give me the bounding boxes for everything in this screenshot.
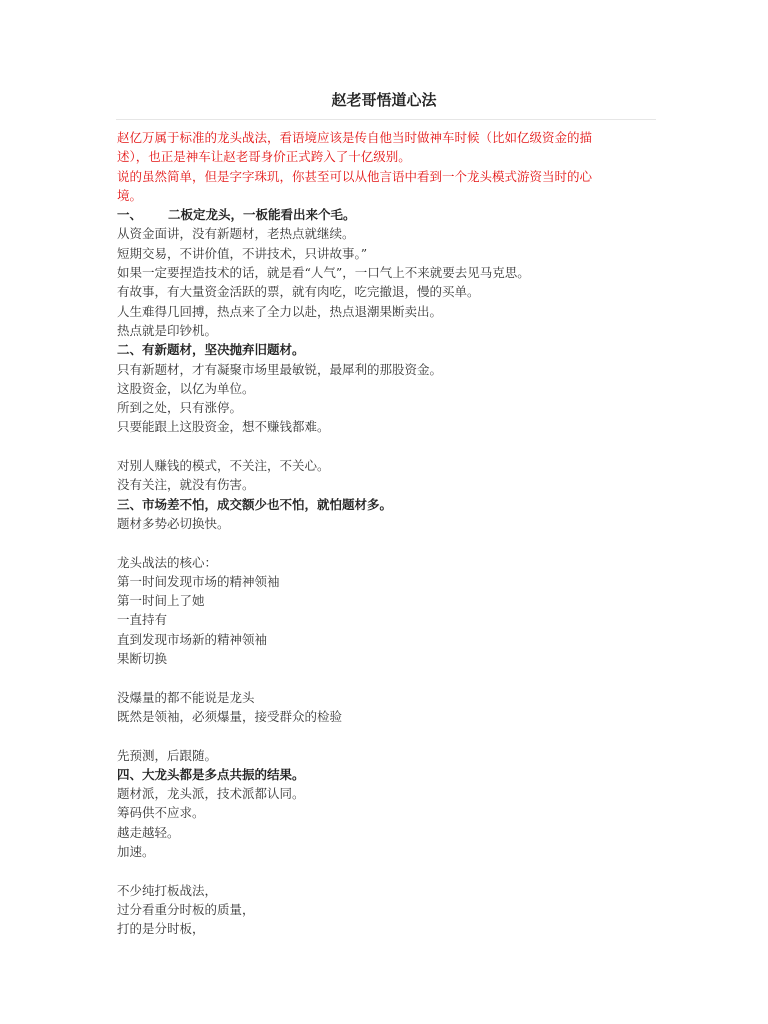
body-line: 没有关注，就没有伤害。 <box>117 477 255 493</box>
body-line: 打的是分时板， <box>117 921 205 937</box>
body-line: 过分看重分时板的质量， <box>117 901 255 917</box>
body-line: 题材多势必切换快。 <box>117 515 230 531</box>
body-line: 加速。 <box>117 843 155 859</box>
intro-line: 述），也正是神车让赵老哥身价正式跨入了十亿级别。 <box>117 149 411 165</box>
body-line: 第一时间上了她 <box>117 593 205 609</box>
section-heading-text: 二板定龙头，一板能看出来个毛。 <box>168 207 356 223</box>
section-heading-2: 二、有新题材，坚决抛弃旧题材。 <box>117 342 305 358</box>
body-line: 直到发现市场新的精神领袖 <box>117 631 268 647</box>
title-divider <box>116 119 656 120</box>
body-line: 有故事，有大量资金活跃的票，就有肉吃，吃完撤退，慢的买单。 <box>117 284 480 300</box>
body-line: 不少纯打板战法， <box>117 882 218 898</box>
section-number: 一、 <box>117 207 143 223</box>
body-line: 先预测，后跟随。 <box>117 747 218 763</box>
body-line: 只有新题材，才有凝聚市场里最敏锐，最犀利的那股资金。 <box>117 361 443 377</box>
body-line: 一直持有 <box>117 612 168 628</box>
body-line: 筹码供不应求。 <box>117 805 205 821</box>
paragraph-gap <box>117 726 657 745</box>
body-line: 如果一定要捏造技术的话，就是看“人气”，一口气上不来就要去见马克思。 <box>117 265 530 281</box>
section-heading-3: 三、市场差不怕，成交额少也不怕，就怕题材多。 <box>117 496 393 512</box>
paragraph-gap <box>117 437 657 456</box>
body-line: 龙头战法的核心： <box>117 554 218 570</box>
body-line: 短期交易，不讲价值，不讲技术，只讲故事。” <box>117 245 368 261</box>
body-line: 第一时间发现市场的精神领袖 <box>117 573 280 589</box>
body-line: 果断切换 <box>117 651 168 667</box>
page-title: 赵老哥悟道心法 <box>331 91 437 109</box>
intro-line: 赵亿万属于标准的龙头战法，看语境应该是传自他当时做神车时候（比如亿级资金的描 <box>117 130 593 145</box>
paragraph-gap <box>117 668 657 687</box>
intro-line: 说的虽然简单，但是字字珠玑，你甚至可以从他言语中看到一个龙头模式游资当时的心 <box>117 168 593 184</box>
section-heading-1 <box>117 205 657 224</box>
section-heading-4: 四、大龙头都是多点共振的结果。 <box>117 766 305 782</box>
body-line: 只要能跟上这股资金，想不赚钱都难。 <box>117 419 330 435</box>
body-line: 人生难得几回搏，热点来了全力以赴，热点退潮果断卖出。 <box>117 303 443 319</box>
paragraph-gap <box>117 861 657 880</box>
body-line: 对别人赚钱的模式，不关注，不关心。 <box>117 458 330 474</box>
body-line: 越走越轻。 <box>117 824 180 840</box>
body-line: 既然是领袖，必须爆量，接受群众的检验 <box>117 708 343 724</box>
body-line: 没爆量的都不能说是龙头 <box>117 689 255 705</box>
body-line: 从资金面讲，没有新题材，老热点就继续。 <box>117 226 355 242</box>
body-line: 热点就是印钞机。 <box>117 322 218 338</box>
body-line: 所到之处，只有涨停。 <box>117 400 243 416</box>
body-line: 题材派，龙头派，技术派都认同。 <box>117 786 305 802</box>
article-body <box>117 128 657 938</box>
paragraph-gap <box>117 533 657 552</box>
body-line: 这股资金，以亿为单位。 <box>117 380 255 396</box>
intro-line: 境。 <box>117 187 143 203</box>
